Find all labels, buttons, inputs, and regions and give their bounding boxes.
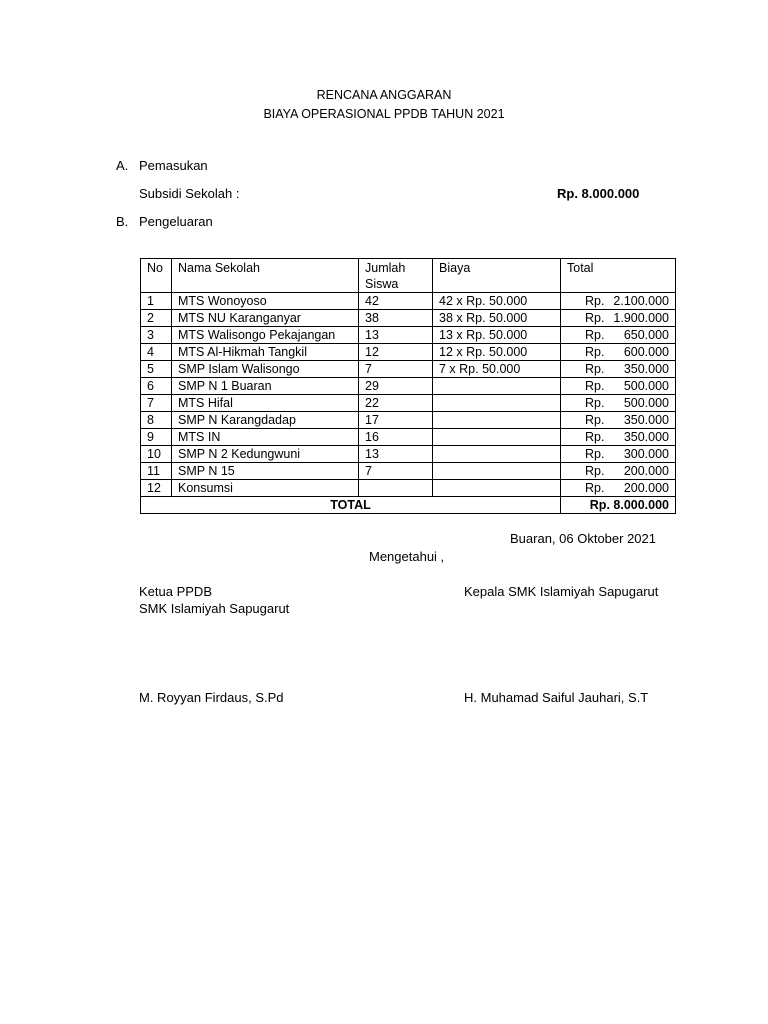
header-total: Total <box>561 259 676 293</box>
right-signer-name: H. Muhamad Saiful Jauhari, S.T <box>464 690 649 705</box>
cell-no: 4 <box>141 344 172 361</box>
cell-no: 1 <box>141 293 172 310</box>
cell-school: SMP N Karangdadap <box>172 412 359 429</box>
cell-no: 6 <box>141 378 172 395</box>
table-row <box>141 395 676 412</box>
cell-total <box>561 480 676 497</box>
cell-total <box>561 293 676 310</box>
cell-currency: Rp. <box>585 464 605 478</box>
cell-no: 10 <box>141 446 172 463</box>
cell-no: 8 <box>141 412 172 429</box>
cell-no: 9 <box>141 429 172 446</box>
cell-school: Konsumsi <box>172 480 359 497</box>
cell-amount: 350.000 <box>623 362 669 376</box>
cell-currency: Rp. <box>585 413 605 427</box>
cell-cost <box>433 412 561 429</box>
section-b-label: Pengeluaran <box>139 214 213 229</box>
cell-no: 3 <box>141 327 172 344</box>
cell-total <box>561 446 676 463</box>
cell-total <box>561 310 676 327</box>
cell-currency: Rp. <box>585 311 605 325</box>
cell-no: 7 <box>141 395 172 412</box>
cell-students: 13 <box>359 446 433 463</box>
cell-amount: 650.000 <box>623 328 669 342</box>
header-students: Jumlah Siswa <box>359 259 433 293</box>
cell-cost <box>433 378 561 395</box>
cell-total <box>561 378 676 395</box>
left-signer-role: Ketua PPDB <box>139 584 212 599</box>
cell-total <box>561 412 676 429</box>
table-row <box>141 361 676 378</box>
header-no: No <box>141 259 172 293</box>
document-subtitle: BIAYA OPERASIONAL PPDB TAHUN 2021 <box>263 107 505 121</box>
budget-table <box>140 258 676 514</box>
cell-total <box>561 395 676 412</box>
cell-no: 12 <box>141 480 172 497</box>
cell-school: MTS Hifal <box>172 395 359 412</box>
total-label: TOTAL <box>141 497 561 514</box>
cell-currency: Rp. <box>585 481 605 495</box>
cell-total <box>561 429 676 446</box>
subsidy-value: Rp. 8.000.000 <box>557 186 640 201</box>
cell-amount: 350.000 <box>623 430 669 444</box>
cell-cost: 7 x Rp. 50.000 <box>433 361 561 378</box>
document-title: RENCANA ANGGARAN <box>316 88 452 102</box>
cell-cost <box>433 429 561 446</box>
table-header-row <box>141 259 676 293</box>
table-row <box>141 293 676 310</box>
cell-total <box>561 361 676 378</box>
right-signer-role: Kepala SMK Islamiyah Sapugarut <box>464 584 659 599</box>
cell-currency: Rp. <box>585 447 605 461</box>
cell-students: 17 <box>359 412 433 429</box>
cell-school: MTS Walisongo Pekajangan <box>172 327 359 344</box>
cell-currency: Rp. <box>585 294 605 308</box>
left-signer-institution: SMK Islamiyah Sapugarut <box>139 601 290 616</box>
cell-currency: Rp. <box>585 362 605 376</box>
cell-cost <box>433 480 561 497</box>
table-row <box>141 344 676 361</box>
cell-school: SMP N 2 Kedungwuni <box>172 446 359 463</box>
cell-total <box>561 327 676 344</box>
table-row <box>141 463 676 480</box>
cell-students: 38 <box>359 310 433 327</box>
section-a-marker: A. <box>116 158 129 173</box>
cell-currency: Rp. <box>585 430 605 444</box>
cell-total <box>561 463 676 480</box>
cell-school: MTS Wonoyoso <box>172 293 359 310</box>
table-total-row <box>141 497 676 514</box>
table-row <box>141 327 676 344</box>
cell-amount: 1.900.000 <box>613 311 669 325</box>
table-row <box>141 446 676 463</box>
cell-students: 22 <box>359 395 433 412</box>
cell-cost <box>433 463 561 480</box>
cell-amount: 2.100.000 <box>613 294 669 308</box>
cell-amount: 500.000 <box>623 379 669 393</box>
cell-amount: 350.000 <box>623 413 669 427</box>
cell-cost: 13 x Rp. 50.000 <box>433 327 561 344</box>
table-row <box>141 429 676 446</box>
cell-currency: Rp. <box>585 379 605 393</box>
cell-school: SMP Islam Walisongo <box>172 361 359 378</box>
cell-amount: 300.000 <box>623 447 669 461</box>
cell-cost: 38 x Rp. 50.000 <box>433 310 561 327</box>
table-row <box>141 310 676 327</box>
cell-cost: 42 x Rp. 50.000 <box>433 293 561 310</box>
cell-no: 5 <box>141 361 172 378</box>
cell-cost <box>433 446 561 463</box>
table-row <box>141 412 676 429</box>
cell-currency: Rp. <box>585 345 605 359</box>
cell-school: SMP N 15 <box>172 463 359 480</box>
header-school: Nama Sekolah <box>172 259 359 293</box>
cell-students <box>359 480 433 497</box>
cell-currency: Rp. <box>585 396 605 410</box>
cell-no: 2 <box>141 310 172 327</box>
cell-amount: 200.000 <box>623 464 669 478</box>
cell-amount: 200.000 <box>623 481 669 495</box>
cell-students: 16 <box>359 429 433 446</box>
cell-total <box>561 344 676 361</box>
cell-cost <box>433 395 561 412</box>
total-value: Rp. 8.000.000 <box>561 497 676 514</box>
cell-students: 7 <box>359 463 433 480</box>
cell-amount: 500.000 <box>623 396 669 410</box>
cell-school: MTS Al-Hikmah Tangkil <box>172 344 359 361</box>
cell-students: 12 <box>359 344 433 361</box>
section-a-label: Pemasukan <box>139 158 208 173</box>
cell-school: SMP N 1 Buaran <box>172 378 359 395</box>
table-row <box>141 378 676 395</box>
cell-cost: 12 x Rp. 50.000 <box>433 344 561 361</box>
cell-students: 42 <box>359 293 433 310</box>
acknowledged-label: Mengetahui , <box>369 549 445 564</box>
cell-amount: 600.000 <box>623 345 669 359</box>
cell-school: MTS NU Karanganyar <box>172 310 359 327</box>
cell-students: 7 <box>359 361 433 378</box>
cell-students: 29 <box>359 378 433 395</box>
cell-school: MTS IN <box>172 429 359 446</box>
header-cost: Biaya <box>433 259 561 293</box>
cell-students: 13 <box>359 327 433 344</box>
table-row <box>141 480 676 497</box>
subsidy-label: Subsidi Sekolah : <box>139 186 240 201</box>
section-b-marker: B. <box>116 214 129 229</box>
cell-currency: Rp. <box>585 328 605 342</box>
cell-no: 11 <box>141 463 172 480</box>
left-signer-name: M. Royyan Firdaus, S.Pd <box>139 690 284 705</box>
place-date: Buaran, 06 Oktober 2021 <box>510 531 656 546</box>
